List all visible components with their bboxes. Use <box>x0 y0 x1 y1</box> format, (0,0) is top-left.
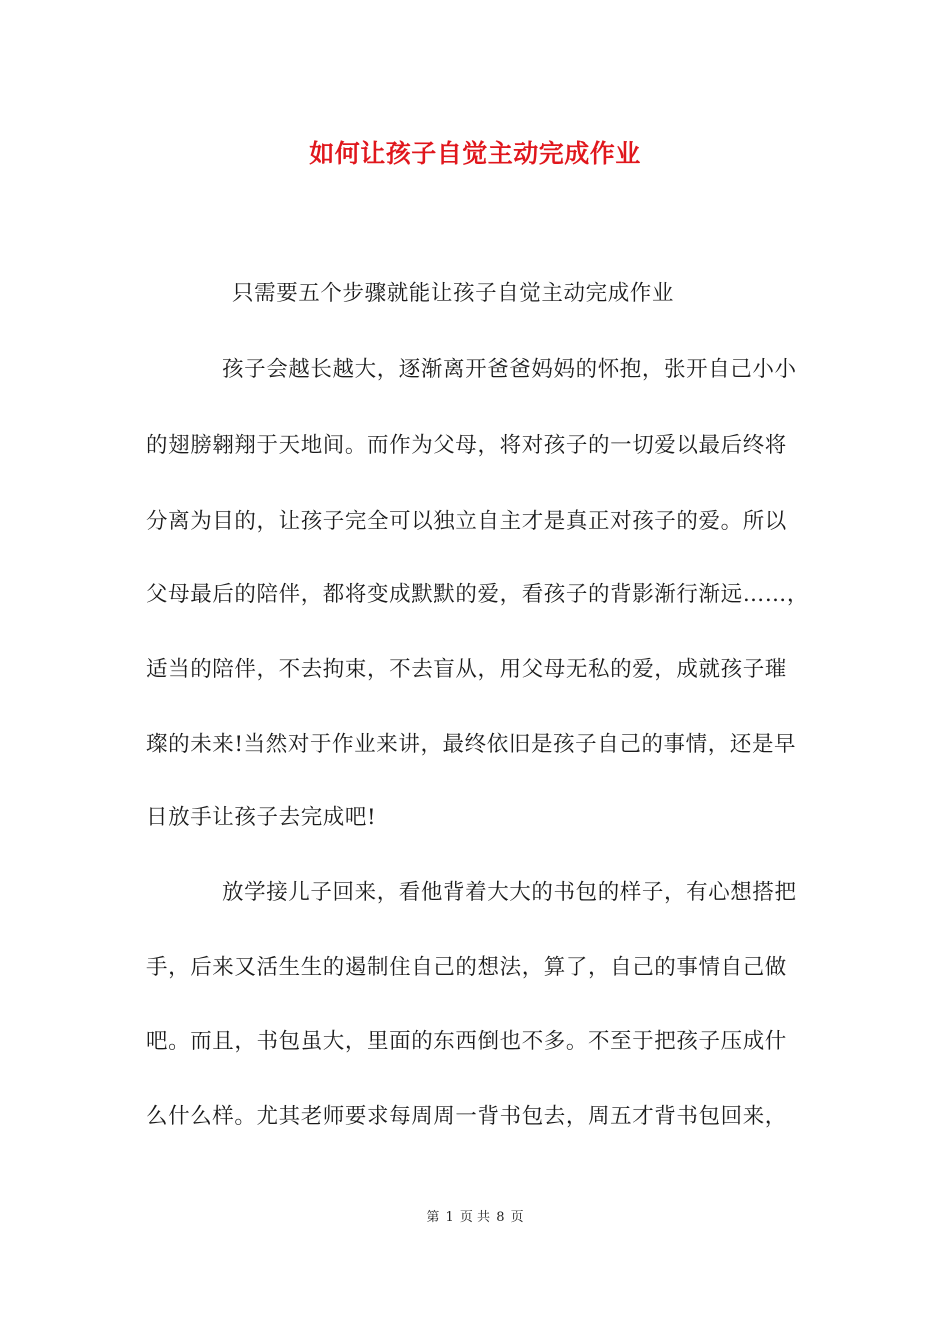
paragraph-2-line-2: 手，后来又活生生的遏制住自己的想法，算了，自己的事情自己做 <box>146 955 787 980</box>
paragraph-1-line-4: 父母最后的陪伴，都将变成默默的爱，看孩子的背影渐行渐远……， <box>146 582 810 607</box>
paragraph-2-line-4: 么什么样。尤其老师要求每周周一背书包去，周五才背书包回来， <box>146 1104 787 1129</box>
paragraph-1-line-6: 璨的未来!当然对于作业来讲，最终依旧是孩子自己的事情，还是早 <box>146 732 797 757</box>
footer-total-pages: 8 <box>496 1210 505 1225</box>
paragraph-1-line-1: 孩子会越长越大，逐渐离开爸爸妈妈的怀抱，张开自己小小 <box>222 357 797 382</box>
footer-suffix: 页 <box>510 1210 524 1225</box>
paragraph-2-line-1: 放学接儿子回来，看他背着大大的书包的样子，有心想搭把 <box>222 880 797 905</box>
paragraph-1-line-2: 的翅膀翱翔于天地间。而作为父母，将对孩子的一切爱以最后终将 <box>146 433 787 458</box>
paragraph-1-line-3: 分离为目的，让孩子完全可以独立自主才是真正对孩子的爱。所以 <box>146 509 787 534</box>
paragraph-2-line-3: 吧。而且，书包虽大，里面的东西倒也不多。不至于把孩子压成什 <box>146 1029 787 1054</box>
subtitle-line: 只需要五个步骤就能让孩子自觉主动完成作业 <box>232 281 675 306</box>
page-number-footer <box>0 1209 950 1227</box>
footer-prefix: 第 <box>426 1210 440 1225</box>
document-title: 如何让孩子自觉主动完成作业 <box>309 139 641 168</box>
footer-current-page: 1 <box>445 1210 454 1225</box>
footer-middle: 页 共 <box>459 1210 491 1225</box>
paragraph-1-line-7: 日放手让孩子去完成吧! <box>146 805 377 830</box>
paragraph-1-line-5: 适当的陪伴，不去拘束，不去盲从，用父母无私的爱，成就孩子璀 <box>146 657 787 682</box>
